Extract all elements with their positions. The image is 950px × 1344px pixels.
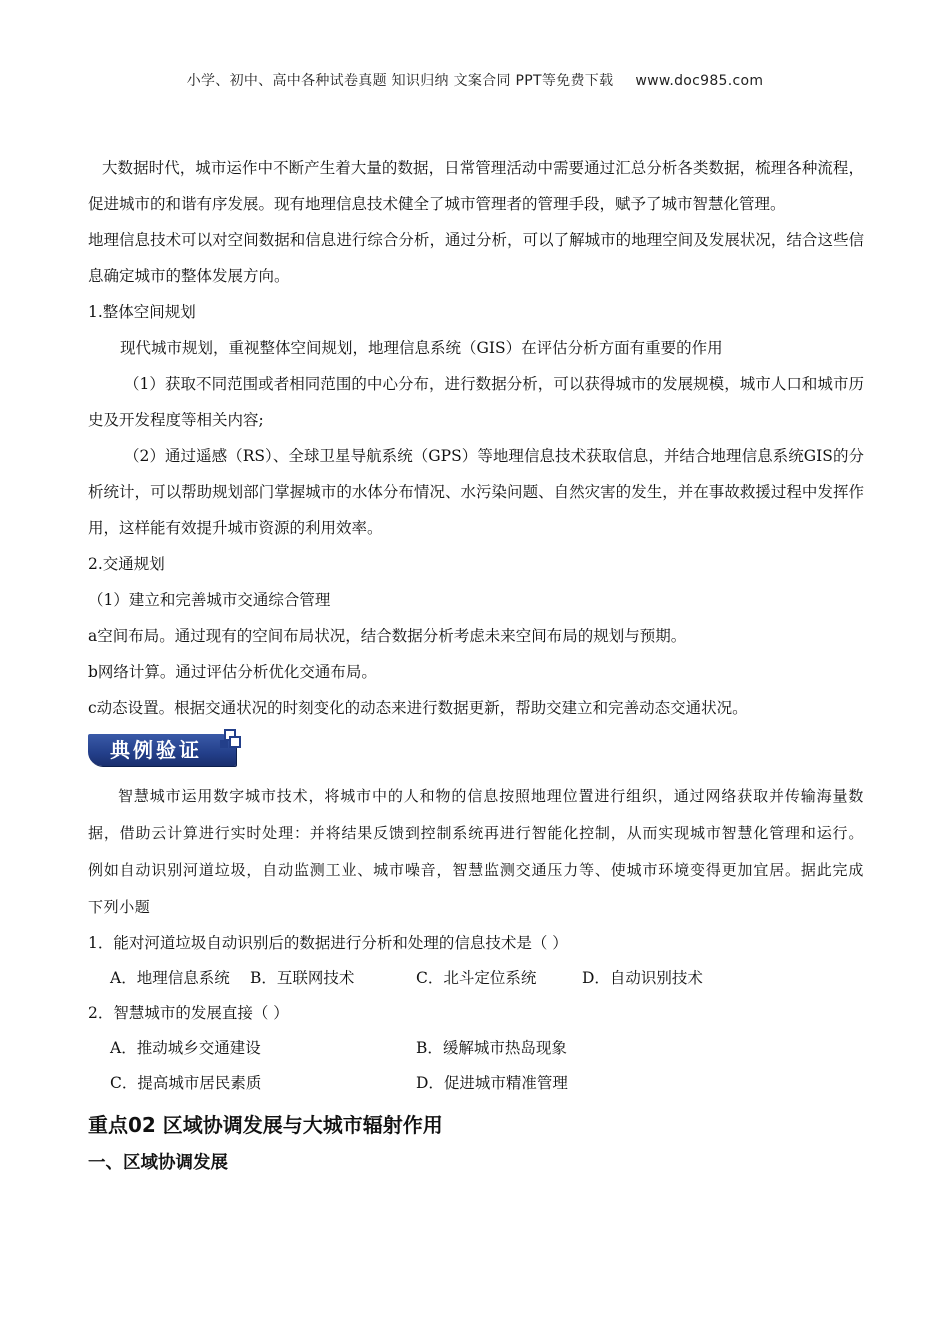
header-site-link[interactable]: www.doc985.com <box>635 73 764 89</box>
question-1-option-b[interactable]: B．互联网技术 <box>250 969 355 987</box>
badge-corner-icon <box>216 728 242 754</box>
key-point-2-subtitle: 一、区域协调发展 <box>88 1153 228 1173</box>
section2-item-c: c动态设置。根据交通状况的时刻变化的动态来进行数据更新，帮助交建立和完善动态交通状况。 <box>88 699 748 717</box>
question-2-option-c[interactable]: C．提高城市居民素质 <box>110 1074 262 1092</box>
section2-title: 2.交通规划 <box>88 555 165 573</box>
question-2-option-b[interactable]: B．缓解城市热岛现象 <box>416 1039 567 1057</box>
intro-paragraph-1: 大数据时代，城市运作中不断产生着大量的数据，日常管理活动中需要通过汇总分析各类数据，梳理各种流程，促进城市的和谐有序发展。现有地理信息技术健全了城市管理者的管理手段，赋予了城市智慧化管理。 <box>88 159 864 213</box>
example-text: 智慧城市运用数字城市技术，将城市中的人和物的信息按照地理位置进行组织，通过网络获取并传输海量数据，借助云计算进行实时处理：并将结果反馈到控制系统再进行智能化控制，从而实现城市智慧化管理和运行。例如自动识别河道垃圾，自动监测工业、城市噪音，智慧监测交通压力等、使城市环境变得更加宜居。据此完成下列小题 <box>88 787 864 916</box>
section1-lead: 现代城市规划，重视整体空间规划，地理信息系统（GIS）在评估分析方面有重要的作用 <box>120 339 723 357</box>
header-text: 小学、初中、高中各种试卷真题 知识归纳 文案合同 PPT等免费下载 <box>186 73 614 89</box>
question-1-stem: 1．能对河道垃圾自动识别后的数据进行分析和处理的信息技术是（ ） <box>88 934 568 952</box>
question-2-option-a[interactable]: A．推动城乡交通建设 <box>110 1039 261 1057</box>
example-badge: 典例验证 <box>88 734 236 766</box>
question-1-option-a[interactable]: A．地理信息系统 <box>110 969 230 987</box>
question-2-options-row-2 <box>88 1066 864 1101</box>
question-1-option-d[interactable]: D．自动识别技术 <box>582 969 703 987</box>
key-point-2-title: 重点02 区域协调发展与大城市辐射作用 <box>88 1113 443 1137</box>
question-2-options-row-1 <box>88 1031 864 1066</box>
page-header <box>0 70 950 90</box>
question-2-stem: 2．智慧城市的发展直接（ ） <box>88 1004 289 1022</box>
question-1-option-c[interactable]: C．北斗定位系统 <box>416 969 537 987</box>
section1-item-1: （1）获取不同范围或者相同范围的中心分布，进行数据分析，可以获得城市的发展规模，城市人口和城市历史及开发程度等相关内容; <box>88 375 864 429</box>
question-1-options <box>88 961 864 996</box>
section2-item-b: b网络计算。通过评估分析优化交通布局。 <box>88 663 377 681</box>
section2-item-a: a空间布局。通过现有的空间布局状况，结合数据分析考虑未来空间布局的规划与预期。 <box>88 627 687 645</box>
question-2-option-d[interactable]: D．促进城市精准管理 <box>416 1074 568 1092</box>
main-content <box>88 150 864 1181</box>
section1-item-2: （2）通过遥感（RS）、全球卫星导航系统（GPS）等地理信息技术获取信息，并结合地理信息系统GIS的分析统计，可以帮助规划部门掌握城市的水体分布情况、水污染问题、自然灾害的发生，并在事故救援过程中发挥作用，这样能有效提升城市资源的利用效率。 <box>88 447 864 537</box>
section1-title: 1.整体空间规划 <box>88 303 196 321</box>
intro-paragraph-2: 地理信息技术可以对空间数据和信息进行综合分析，通过分析，可以了解城市的地理空间及发展状况，结合这些信息确定城市的整体发展方向。 <box>88 231 864 285</box>
example-badge-wrap <box>88 728 864 774</box>
section2-sub: （1）建立和完善城市交通综合管理 <box>88 591 331 609</box>
